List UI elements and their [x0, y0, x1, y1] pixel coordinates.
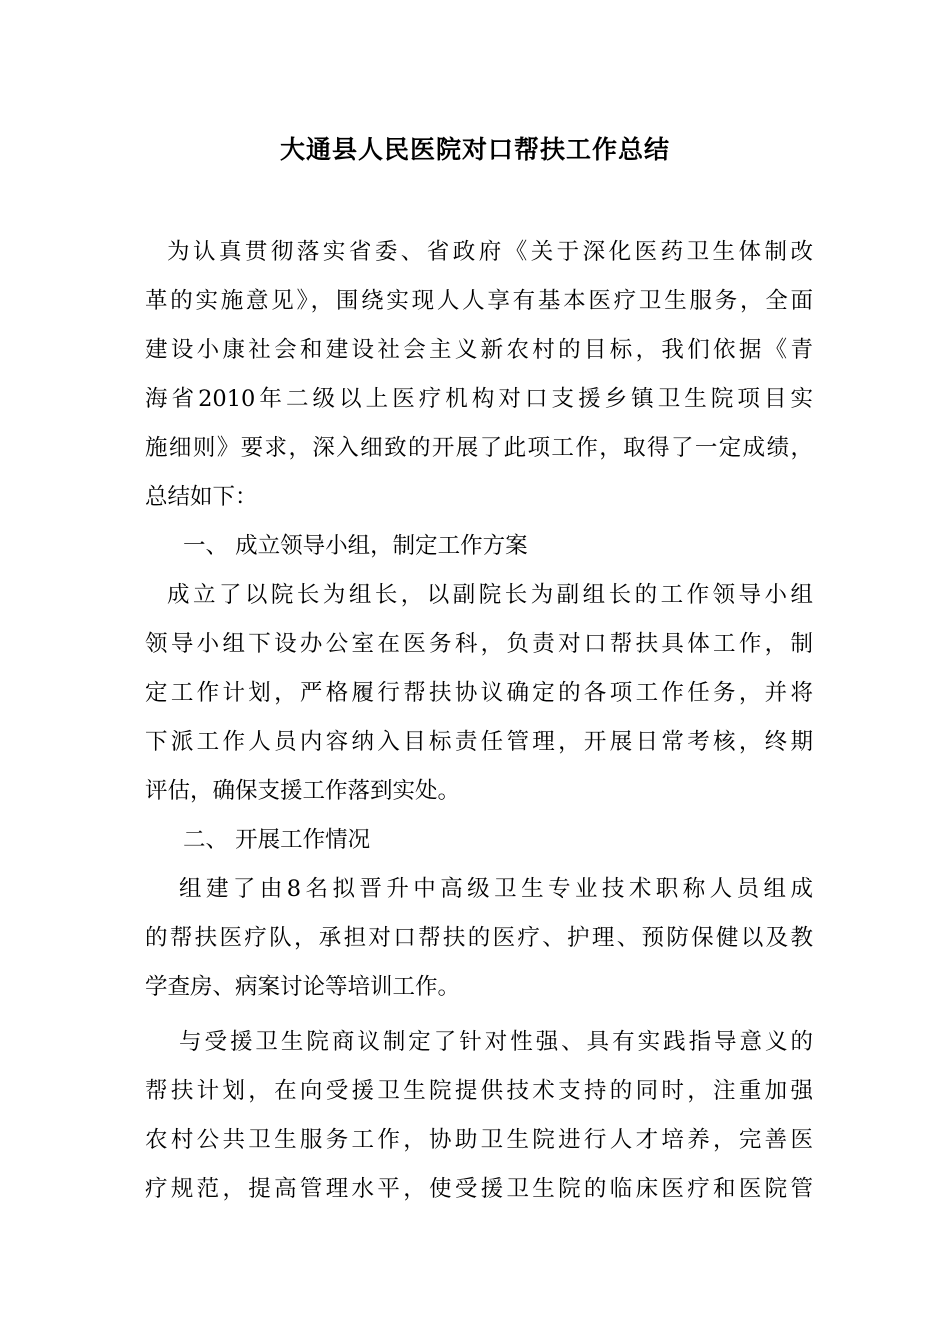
paragraph-line: 与受援卫生院商议制定了针对性强、具有实践指导意义的 [179, 1029, 813, 1055]
document-body [145, 228, 813, 1214]
paragraph-line: 定工作计划，严格履行帮扶协议确定的各项工作任务，并将 [145, 680, 813, 706]
paragraph-line: 的帮扶医疗队，承担对口帮扶的医疗、护理、预防保健以及教 [145, 925, 813, 951]
paragraph-line: 组建了由8名拟晋升中高级卫生专业技术职称人员组成 [179, 876, 813, 902]
document-title: 大通县人民医院对口帮扶工作总结 [279, 135, 670, 164]
paragraph-line: 农村公共卫生服务工作，协助卫生院进行人才培养，完善医 [145, 1127, 813, 1153]
paragraph-line: 学查房、病案讨论等培训工作。 [145, 974, 461, 1000]
paragraph-line: 为认真贯彻落实省委、省政府《关于深化医药卫生体制改 [167, 239, 813, 265]
paragraph-line: 成立了以院长为组长，以副院长为副组长的工作领导小组 [167, 582, 813, 608]
paragraph-line: 海省2010年二级以上医疗机构对口支援乡镇卫生院项目实 [145, 386, 813, 412]
section-heading-1: 一、 成立领导小组，制定工作方案 [183, 533, 528, 559]
paragraph-line: 帮扶计划，在向受援卫生院提供技术支持的同时，注重加强 [145, 1078, 813, 1104]
paragraph-line: 疗规范，提高管理水平，使受援卫生院的临床医疗和医院管 [145, 1176, 813, 1202]
paragraph-line: 评估，确保支援工作落到实处。 [145, 778, 461, 804]
paragraph-line: 下派工作人员内容纳入目标责任管理，开展日常考核，终期 [145, 729, 813, 755]
paragraph-line: 革的实施意见》，围绕实现人人享有基本医疗卫生服务，全面 [145, 288, 813, 314]
paragraph-line: 建设小康社会和建设社会主义新农村的目标，我们依据《青 [145, 337, 813, 363]
paragraph-line: 领导小组下设办公室在医务科，负责对口帮扶具体工作，制 [145, 631, 813, 657]
paragraph-line: 总结如下： [145, 484, 258, 510]
section-heading-2: 二、 开展工作情况 [183, 827, 371, 853]
paragraph-line: 施细则》要求，深入细致的开展了此项工作，取得了一定成绩， [145, 435, 813, 461]
